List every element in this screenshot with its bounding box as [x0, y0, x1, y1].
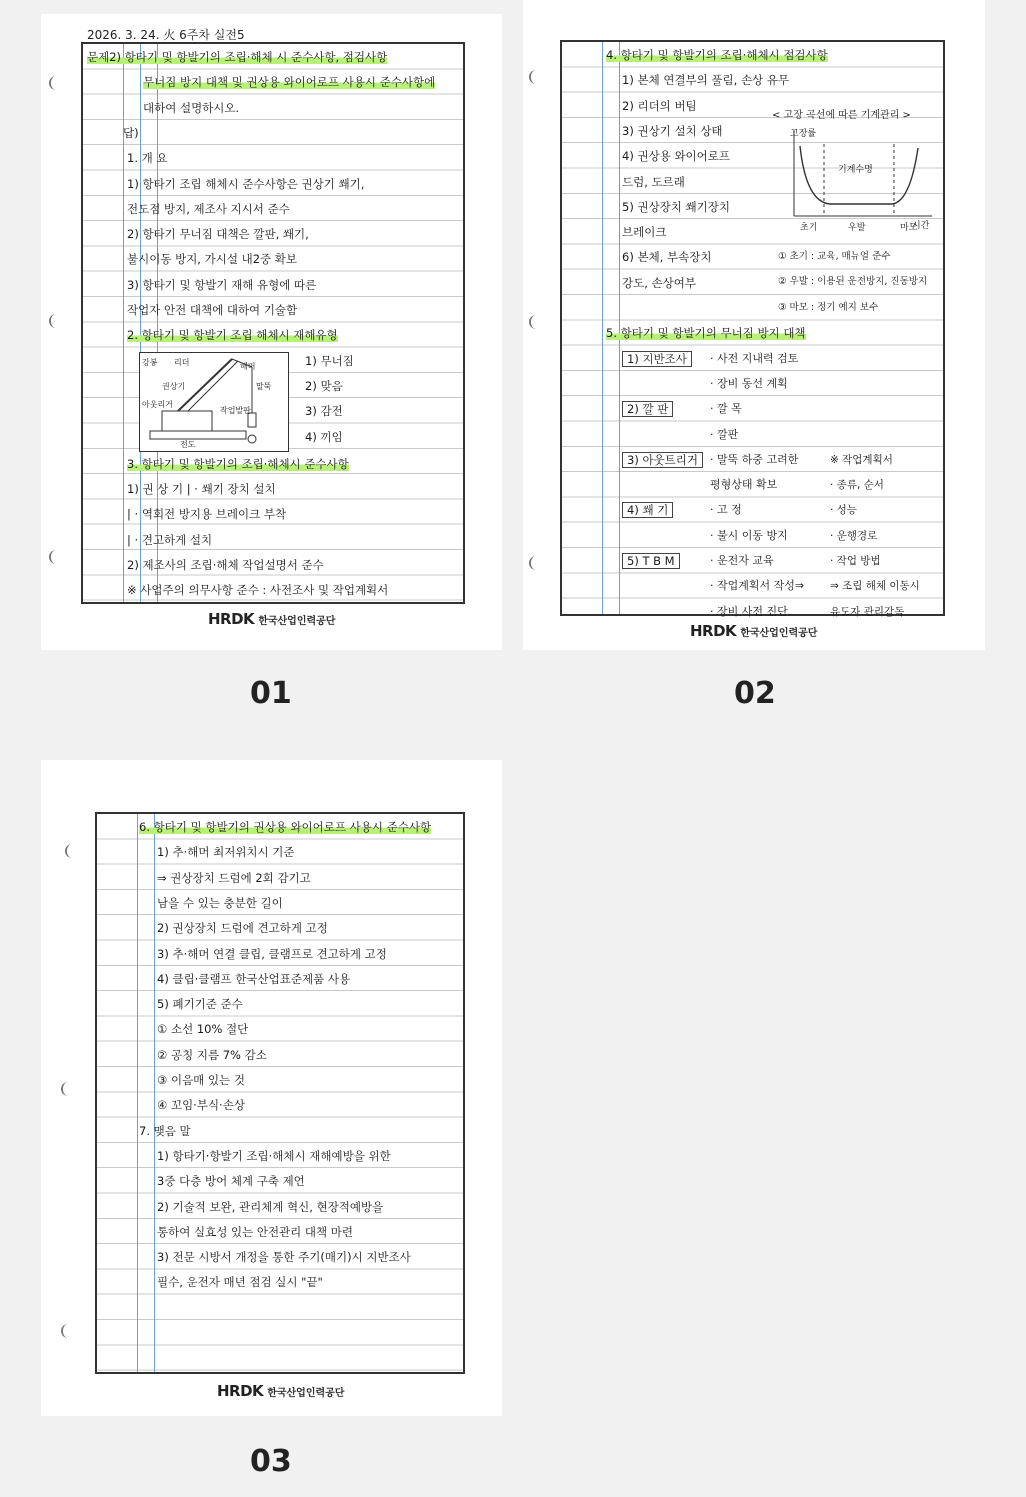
lined-sheet	[81, 42, 465, 604]
chart-note: ① 초기 : 교육, 매뉴얼 준수	[778, 251, 891, 262]
chart-phase-label: 기계수명	[838, 165, 873, 175]
diagram-label: 아웃리거	[142, 399, 173, 409]
failure-curve-chart	[772, 96, 940, 313]
note-line: 3) 전문 시방서 개정을 통한 주기(매기)시 지반조사	[157, 1250, 411, 1265]
binder-hole	[49, 550, 57, 564]
checklist-item: 드럼, 도르래	[622, 174, 685, 189]
question-title: 문제2) 항타기 및 항발기의 조립·해체 시 준수사항, 점검사항	[87, 50, 388, 64]
binder-hole	[529, 315, 537, 329]
measure-item: · 깔판	[710, 427, 739, 441]
measure-label: 4) 쐐 기	[622, 501, 673, 519]
lined-sheet	[95, 812, 465, 1374]
note-line: ④ 꼬임·부식·손상	[157, 1098, 245, 1113]
measure-item: · 불시 이동 방지	[710, 528, 788, 542]
org-name: 한국산업인력공단	[258, 615, 336, 627]
page-number-label: 01	[250, 676, 292, 711]
measure-label: 5) T B M	[622, 552, 680, 570]
footer-brand	[208, 610, 335, 628]
measure-item: · 말뚝 하중 고려한	[710, 452, 799, 466]
diagram-label: 강봉	[142, 357, 158, 367]
chart-axis-x: 시간	[912, 221, 930, 231]
checklist-item: 브레이크	[622, 225, 667, 240]
binder-hole	[529, 70, 537, 84]
page-1	[41, 14, 502, 650]
binder-hole	[61, 1082, 69, 1096]
checklist-item: 5) 권상장치 쐐기장치	[622, 199, 730, 214]
note-line: 전도점 방지, 제조사 지시서 준수	[127, 201, 290, 216]
diagram-label: 해머	[240, 361, 256, 371]
binder-hole	[65, 844, 73, 858]
measure-item: 평형상태 확보	[710, 478, 778, 492]
section-title: 7. 맺음 말	[139, 1123, 191, 1138]
measure-item: · 사전 지내력 검토	[710, 351, 799, 365]
note-line: ② 공칭 지름 7% 감소	[157, 1047, 267, 1062]
work-plan-item: · 종류, 순서	[830, 479, 884, 492]
chart-axis-y: 고장률	[790, 129, 817, 139]
checklist-item: 4) 권상용 와이어로프	[622, 149, 730, 164]
hazard-item: 2) 맞음	[305, 378, 343, 393]
checklist-item: 강도, 손상여부	[622, 275, 696, 290]
chart-region-label: 마모	[900, 223, 918, 233]
chart-note: ② 우발 : 이용된 운전방지, 진동방지	[778, 276, 928, 288]
note-line: 5) 폐기기준 준수	[157, 997, 243, 1012]
page-3	[41, 760, 502, 1416]
checklist-item: 6) 본체, 부속장치	[622, 250, 712, 265]
measure-label: 1) 지반조사	[622, 350, 692, 368]
note-line: 남을 수 있는 충분한 길이	[157, 895, 283, 910]
note-line: 작업자 안전 대책에 대하여 기술함	[127, 303, 298, 317]
note-line: | · 역회전 방지용 브레이크 부착	[127, 507, 287, 522]
note-line: 2) 항타기 무너짐 대책은 깔판, 쐐기,	[127, 227, 309, 242]
lined-sheet	[560, 40, 945, 616]
footer-brand	[217, 1382, 344, 1400]
chart-note: ③ 마모 : 정기 예지 보수	[778, 301, 879, 313]
note-line: 1) 항타기·항발기 조립·해체시 재해예방을 위한	[157, 1148, 391, 1163]
note-line: 불시이동 방지, 가시설 내2중 확보	[127, 252, 298, 267]
footer-brand	[690, 622, 817, 640]
page-number-label: 03	[250, 1444, 292, 1479]
chart-region-label: 우발	[848, 223, 866, 233]
chart-title: < 고장 곡선에 따른 기계관리 >	[772, 110, 911, 121]
note-line: 2) 제조사의 조립·해체 작업설명서 준수	[127, 558, 324, 572]
work-plan-item: · 성능	[830, 504, 857, 517]
hazard-item: 1) 무너짐	[305, 353, 354, 368]
note-line: ① 소선 10% 절단	[157, 1022, 249, 1037]
diagram-label: 리더	[174, 357, 190, 367]
work-plan-item: ※ 작업계획서	[830, 453, 893, 466]
pile-driver-diagram	[139, 352, 289, 452]
note-line: 3) 추·해머 연결 클립, 클램프로 견고하게 고정	[157, 946, 387, 961]
note-line: ③ 이음매 있는 것	[157, 1073, 245, 1087]
measure-label: 3) 아웃트리거	[622, 451, 703, 469]
page-number-label: 02	[734, 676, 776, 711]
page-2	[523, 0, 985, 650]
checklist-item: 1) 본체 연결부의 풀림, 손상 유무	[622, 73, 790, 88]
measure-item: · 장비 사전 진단	[710, 604, 788, 618]
note-line: 통하여 실효성 있는 안전관리 대책 마련	[157, 1224, 354, 1239]
page-header: 2026. 3. 24. 火 6주차 실전5	[87, 28, 245, 42]
note-line: 답)	[123, 125, 139, 140]
hazard-item: 3) 감전	[305, 404, 343, 419]
binder-hole	[61, 1324, 69, 1338]
measure-label: 2) 깔 판	[622, 400, 673, 418]
hazard-item: 4) 끼임	[305, 429, 343, 444]
binder-hole	[49, 76, 57, 90]
note-line: 3. 항타기 및 항발기의 조립·해체시 준수사항	[127, 456, 349, 471]
diagram-label: 말뚝	[256, 381, 272, 391]
note-line: 1) 항타기 조립 해체시 준수사항은 권상기 쐐기,	[127, 176, 365, 191]
note-line: 1. 개 요	[127, 151, 168, 166]
note-line: 2) 권상장치 드럼에 견고하게 고정	[157, 921, 328, 936]
work-plan-item: · 작업 방법	[830, 555, 881, 567]
diagram-label: 작업발판	[220, 405, 251, 415]
note-line: ※ 사업주의 의무사항 준수 : 사전조사 및 작업계획서	[127, 583, 389, 598]
measure-item: · 운전자 교육	[710, 554, 774, 567]
note-line: 2. 항타기 및 항발기 조립 해체시 재해유형	[127, 328, 338, 343]
note-line: 2) 기술적 보완, 관리체계 혁신, 현장적예방을	[157, 1199, 384, 1214]
measure-item: · 작업계획서 작성⇒	[710, 579, 805, 593]
note-line: 대하여 설명하시오.	[143, 100, 240, 115]
note-line: 1) 권 상 기 | · 쐐기 장치 설치	[127, 482, 276, 497]
section-title: 4. 항타기 및 항발기의 조립·해체시 점검사항	[606, 48, 828, 62]
note-line: 3) 항타기 및 항발기 재해 유형에 따른	[127, 277, 317, 292]
diagram-label: 권상기	[162, 381, 186, 391]
checklist-item: 3) 권상기 설치 상태	[622, 123, 723, 138]
note-line: ⇒ 권상장치 드럼에 2회 감기고	[157, 870, 311, 885]
binder-hole	[529, 556, 537, 570]
binder-hole	[49, 314, 57, 328]
chart-region-label: 초기	[800, 223, 818, 233]
work-plan-item: · 운행경로	[830, 529, 878, 542]
hrdk-logo: HRDK	[208, 610, 255, 628]
note-line: | · 견고하게 설치	[127, 532, 213, 547]
measure-item: · 장비 동선 계획	[710, 376, 788, 390]
hrdk-logo: HRDK	[690, 622, 737, 640]
hrdk-logo: HRDK	[217, 1382, 264, 1400]
checklist-item: 2) 리더의 버팀	[622, 98, 697, 113]
measure-item: · 고 정	[710, 503, 742, 517]
work-plan-item: 유도자 관리감독	[830, 605, 905, 618]
note-line: 무너짐 방지 대책 및 권상용 와이어로프 사용시 준수사항에	[143, 75, 436, 90]
note-line: 필수, 운전자 매년 점검 실시 "끝"	[157, 1275, 323, 1290]
measure-item: · 깔 목	[710, 402, 742, 416]
section-title: 5. 항타기 및 항발기의 무너짐 방지 대책	[606, 326, 806, 341]
note-line: 1) 추·해머 최저위치시 기준	[157, 845, 295, 860]
note-line: 4) 클립·클램프 한국산업표준제품 사용	[157, 971, 351, 986]
diagram-label: 전도	[180, 439, 196, 449]
note-line: 3중 다층 방어 체계 구축 제언	[157, 1174, 305, 1189]
org-name: 한국산업인력공단	[267, 1387, 345, 1399]
org-name: 한국산업인력공단	[740, 627, 818, 639]
work-plan-item: ⇒ 조립 해체 이동시	[830, 580, 920, 593]
section-title: 6. 항타기 및 항발기의 권상용 와이어로프 사용시 준수사항	[139, 820, 432, 834]
